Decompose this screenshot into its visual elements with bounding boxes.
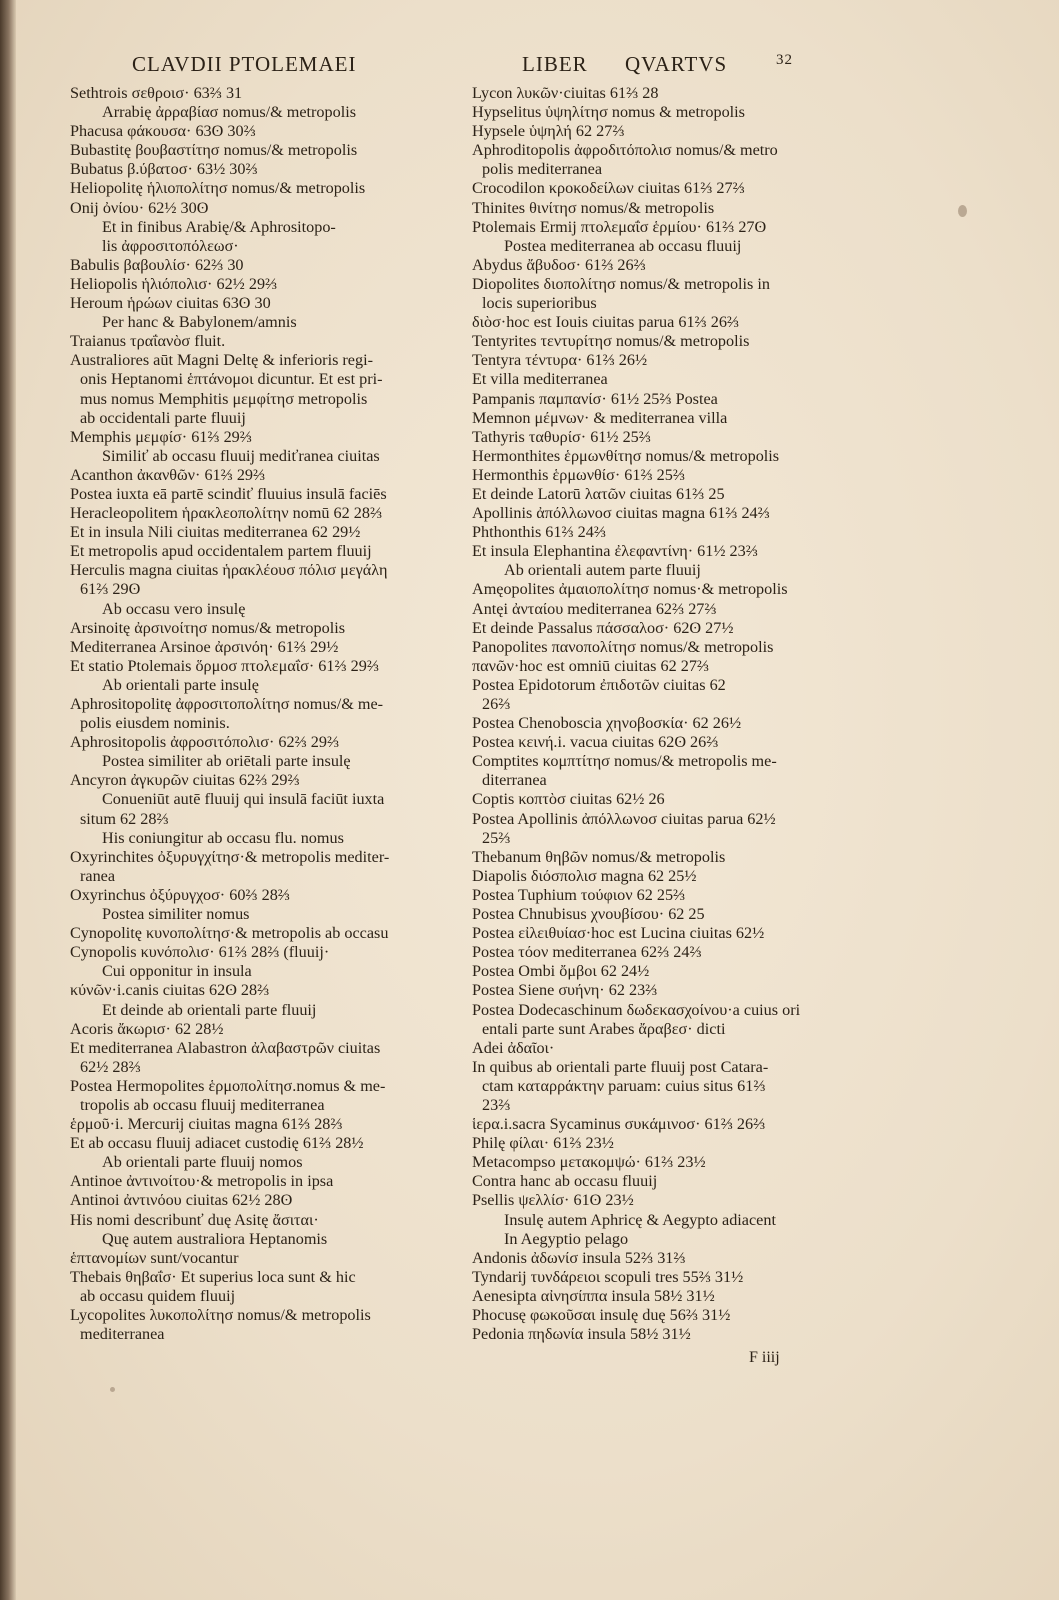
text-line: Postea Ombi ὄμβοι 62 24½ bbox=[472, 962, 650, 981]
paper-speck bbox=[110, 1387, 115, 1392]
text-line: Et insula Elephantina ἐλεφαντίνη· 61½ 23⅔ bbox=[472, 542, 758, 561]
paper-stain bbox=[958, 205, 967, 217]
text-line: Oxyrinchus ὀξύρυγχοσ· 60⅔ 28⅔ bbox=[70, 885, 290, 904]
text-line: Et villa mediterranea bbox=[472, 370, 608, 389]
text-line: Ptolemais Ermij πτολεμαΐσ ἑρμίου· 61⅔ 27ʘ bbox=[472, 217, 767, 236]
text-line: Tentyrites τεντυρίτησ nomus/& metropolis bbox=[472, 332, 750, 351]
text-line: ab occidentali parte fluuij bbox=[80, 408, 246, 427]
text-line: Tyndarij τυνδάρειοι scopuli tres 55⅔ 31½ bbox=[472, 1267, 744, 1286]
text-line: ἑπτανομίων sunt/vocantur bbox=[70, 1248, 239, 1267]
text-line: ctam καταρράκτην paruam: cuius situs 61⅔ bbox=[482, 1076, 766, 1095]
text-line: Arrabię ἀρραβίασ nomus/& metropolis bbox=[102, 103, 356, 122]
text-line: Aphrositopolitę ἀφροσιτοπολίτησ nomus/& me- bbox=[70, 695, 384, 713]
text-line: Oxyrinchites ὀξυρυγχίτησ·& metropolis mediter- bbox=[70, 847, 390, 866]
text-line: Postea Tuphium τούφιον 62 25⅔ bbox=[472, 885, 686, 904]
text-line: Adei ἀδαῖοι· bbox=[472, 1038, 555, 1057]
text-line: diterranea bbox=[482, 771, 547, 790]
text-line: Diopolites διοπολίτησ nomus/& metropolis in bbox=[472, 274, 770, 293]
text-line: ἱερα.i.sacra Sycaminus συκάμινοσ· 61⅔ 26⅔ bbox=[472, 1115, 766, 1134]
text-line: Ab orientali autem parte fluuij bbox=[504, 561, 701, 580]
text-line: Postea Chnubisus χνουβίσου· 62 25 bbox=[472, 905, 705, 924]
text-line: Sethtrois σεθροισ· 63⅔ 31 bbox=[70, 84, 243, 102]
left-text-column bbox=[70, 84, 480, 1344]
text-line: Crocodilon κροκοδείλων ciuitas 61⅔ 27⅔ bbox=[472, 179, 745, 198]
text-line: Acoris ἄκωρισ· 62 28½ bbox=[70, 1019, 224, 1038]
text-line: 61⅔ 29ʘ bbox=[80, 580, 141, 599]
text-line: 62½ 28⅔ bbox=[80, 1057, 141, 1076]
text-line: 23⅔ bbox=[482, 1095, 511, 1114]
text-line: Phocusę φωκοῦσαι insulę duę 56⅔ 31½ bbox=[472, 1306, 731, 1324]
text-line: 26⅔ bbox=[482, 695, 511, 713]
text-line: mus nomus Memphitis μεμφίτησ metropolis bbox=[80, 389, 368, 408]
text-line: Postea similiter ab oriētali parte insulę bbox=[102, 752, 351, 771]
text-line: Heroum ἡρώων ciuitas 63ʘ 30 bbox=[70, 294, 271, 313]
text-line: Cui opponitur in insula bbox=[102, 962, 252, 981]
page-number: 32 bbox=[776, 52, 793, 68]
text-line: Quę autem australiora Heptanomis bbox=[102, 1229, 328, 1248]
text-line: Pedonia πηδωνία insula 58½ 31½ bbox=[472, 1325, 691, 1344]
text-line: Andonis ἀδωνίσ insula 52⅔ 31⅔ bbox=[472, 1248, 686, 1267]
text-line: Traianus τραΐανὸσ fluit. bbox=[70, 332, 226, 351]
text-line: Coptis κοπτὸσ ciuitas 62½ 26 bbox=[472, 790, 665, 809]
text-line: 25⅔ bbox=[482, 828, 511, 847]
text-line: mediterranea bbox=[80, 1325, 165, 1344]
text-line: His nomi describunť duę Asitę ἄσιται· bbox=[70, 1210, 319, 1229]
text-line: Et in finibus Arabię/& Aphrositopo- bbox=[102, 217, 336, 236]
text-line: Amęopolites ἀμαιοπολίτησ nomus·& metropolis bbox=[472, 580, 788, 599]
text-line: In Aegyptio pelago bbox=[504, 1229, 629, 1248]
text-line: Postea similiter nomus bbox=[102, 905, 250, 924]
text-line: entali parte sunt Arabes ἄραβεσ· dicti bbox=[482, 1019, 726, 1038]
text-line: Postea κεινή.i. vacua ciuitas 62ʘ 26⅔ bbox=[472, 733, 719, 752]
text-line: In quibus ab orientali parte fluuij post Catara- bbox=[472, 1057, 769, 1076]
text-line: Onij ὀνίου· 62½ 30ʘ bbox=[70, 198, 209, 217]
text-line: Phthonthis 61⅔ 24⅔ bbox=[472, 523, 607, 542]
right-text-column bbox=[472, 84, 882, 1344]
text-line: Et deinde Passalus πάσσαλοσ· 62ʘ 27½ bbox=[472, 618, 734, 637]
text-line: Postea Siene συήνη· 62 23⅔ bbox=[472, 981, 658, 1000]
text-line: διὸσ·hoc est Iouis ciuitas parua 61⅔ 26⅔ bbox=[472, 313, 740, 332]
text-line: Babulis βαβουλίσ· 62⅔ 30 bbox=[70, 255, 244, 274]
text-line: Postea Hermopolites ἑρμοπολίτησ.nomus & me- bbox=[70, 1076, 386, 1095]
signature-mark: F iiij bbox=[749, 1349, 780, 1366]
text-line: Et ab occasu fluuij adiacet custodię 61⅔ 28½ bbox=[70, 1134, 364, 1153]
text-line: Et in insula Nili ciuitas mediterranea 62 29½ bbox=[70, 523, 361, 542]
text-line: Postea εἰλειθυίασ·hoc est Lucina ciuitas 62½ bbox=[472, 924, 765, 943]
text-line: Aphroditopolis ἀφροδιτόπολισ nomus/& metro bbox=[472, 141, 778, 160]
text-line: Bubastitę βουβαστίτησ nomus/& metropolis bbox=[70, 141, 358, 160]
text-line: Hypsele ὑψηλή 62 27⅔ bbox=[472, 122, 625, 141]
text-line: ἑρμοῦ·i. Mercurij ciuitas magna 61⅔ 28⅔ bbox=[70, 1115, 343, 1134]
text-line: Similiť ab occasu fluuij mediťranea ciuitas bbox=[102, 446, 380, 465]
text-line: Antinoe ἀντινοίτου·& metropolis in ipsa bbox=[70, 1172, 334, 1191]
text-line: Hermonthis ἑρμωνθίσ· 61⅔ 25⅔ bbox=[472, 465, 685, 484]
text-line: Contra hanc ab occasu fluuij bbox=[472, 1172, 658, 1191]
text-line: Phacusa φάκουσα· 63ʘ 30⅔ bbox=[70, 122, 256, 141]
text-line: Per hanc & Babylonem/amnis bbox=[102, 313, 297, 332]
text-line: Aenesipta αἰνησίππα insula 58½ 31½ bbox=[472, 1286, 715, 1305]
text-line: Postea Apollinis ἀπόλλωνοσ ciuitas parua 62½ bbox=[472, 809, 776, 828]
text-line: Bubatus β.ύβατοσ· 63½ 30⅔ bbox=[70, 160, 258, 179]
text-line: Diapolis διόσπολισ magna 62 25½ bbox=[472, 866, 697, 885]
text-line: Et deinde Latorū λατῶν ciuitas 61⅔ 25 bbox=[472, 484, 725, 503]
text-line: Panopolites πανοπολίτησ nomus/& metropolis bbox=[472, 637, 774, 656]
text-line: Ancyron ἀγκυρῶν ciuitas 62⅔ 29⅔ bbox=[70, 771, 300, 790]
text-line: Postea Dodecaschinum δωδεκασχοίνου·a cuius ori bbox=[472, 1000, 801, 1019]
text-line: Antęi ἀνταίου mediterranea 62⅔ 27⅔ bbox=[472, 599, 717, 618]
text-line: polis mediterranea bbox=[482, 160, 603, 179]
text-line: Arsinoitę ἀρσινοίτησ nomus/& metropolis bbox=[70, 618, 345, 637]
text-line: Thebanum θηβῶν nomus/& metropolis bbox=[472, 847, 726, 866]
text-line: Aphrositopolis ἀφροσιτόπολισ· 62⅔ 29⅔ bbox=[70, 733, 340, 752]
header-book-number: QVARTVS bbox=[625, 52, 728, 76]
text-line: πανῶν·hoc est omniū ciuitas 62 27⅔ bbox=[472, 656, 710, 675]
text-line: lis ἀφροσιτοπόλεωσ· bbox=[102, 236, 239, 255]
text-line: Et mediterranea Alabastron ἀλαβαστρῶν ciuitas bbox=[70, 1038, 381, 1057]
text-line: Philę φίλαι· 61⅔ 23½ bbox=[472, 1134, 614, 1153]
text-line: Hypselitus ὑψηλίτησ nomus & metropolis bbox=[472, 103, 745, 122]
text-line: Memphis μεμφίσ· 61⅔ 29⅔ bbox=[70, 427, 252, 446]
text-line: Thinites θινίτησ nomus/& metropolis bbox=[472, 198, 715, 217]
text-line: κύνῶν·i.canis ciuitas 62ʘ 28⅔ bbox=[70, 981, 270, 1000]
text-line: Heliopolitę ἡλιοπολίτησ nomus/& metropolis bbox=[70, 179, 366, 198]
text-line: Australiores aūt Magni Deltę & inferioris regi- bbox=[70, 351, 373, 370]
text-line: locis superioribus bbox=[482, 294, 597, 313]
text-line: tropolis ab occasu fluuij mediterranea bbox=[80, 1095, 325, 1114]
text-line: onis Heptanomi ἑπτάνομοι dicuntur. Et est pri- bbox=[80, 370, 383, 389]
text-line: Postea τόον mediterranea 62⅔ 24⅔ bbox=[472, 943, 702, 962]
text-line: Abydus ἄβυδοσ· 61⅔ 26⅔ bbox=[472, 255, 646, 274]
text-line: Hermonthites ἑρμωνθίτησ nomus/& metropolis bbox=[472, 446, 780, 465]
text-line: Et metropolis apud occidentalem partem fluuij bbox=[70, 542, 372, 561]
text-line: Ab occasu vero insulę bbox=[102, 599, 246, 618]
text-line: Cynopolitę κυνοπολίτησ·& metropolis ab occasu bbox=[70, 924, 389, 943]
page-binding-edge bbox=[0, 0, 16, 1600]
text-line: Insulę autem Aphricę & Aegypto adiacent bbox=[504, 1210, 776, 1229]
text-line: Psellis ψελλίσ· 61ʘ 23½ bbox=[472, 1191, 634, 1210]
text-line: situm 62 28⅔ bbox=[80, 809, 169, 828]
text-line: Tentyra τέντυρα· 61⅔ 26½ bbox=[472, 351, 648, 370]
text-line: Postea Epidotorum ἐπιδοτῶν ciuitas 62 bbox=[472, 675, 726, 694]
text-line: Cynopolis κυνόπολισ· 61⅔ 28⅔ (fluuij· bbox=[70, 943, 330, 962]
text-line: polis eiusdem nominis. bbox=[80, 714, 230, 733]
text-line: Metacompso μετακομψώ· 61⅔ 23½ bbox=[472, 1153, 706, 1172]
text-line: Heracleopolitem ἡρακλεοπολίτην nomū 62 28⅔ bbox=[70, 504, 383, 523]
text-line: His coniungitur ab occasu flu. nomus bbox=[102, 828, 344, 847]
text-line: Heliopolis ἡλιόπολισ· 62½ 29⅔ bbox=[70, 274, 278, 293]
running-header bbox=[70, 52, 850, 82]
text-line: Mediterranea Arsinoe ἀρσινόη· 61⅔ 29½ bbox=[70, 637, 339, 656]
text-line: Lycopolites λυκοπολίτησ nomus/& metropolis bbox=[70, 1306, 371, 1324]
text-line: Memnon μέμνων· & mediterranea villa bbox=[472, 408, 728, 427]
text-line: Tathyris ταθυρίσ· 61½ 25⅔ bbox=[472, 427, 651, 446]
text-line: Antinoi ἀντινόου ciuitas 62½ 28ʘ bbox=[70, 1191, 293, 1210]
text-line: Lycon λυκῶν·ciuitas 61⅔ 28 bbox=[472, 84, 659, 102]
text-line: Postea Chenoboscia χηνοβοσκία· 62 26½ bbox=[472, 714, 742, 733]
text-line: Postea mediterranea ab occasu fluuij bbox=[504, 236, 742, 255]
text-line: Et deinde ab orientali parte fluuij bbox=[102, 1000, 317, 1019]
text-line: Comptites κομπτίτησ nomus/& metropolis me- bbox=[472, 752, 777, 771]
text-line: Ab orientali parte insulę bbox=[102, 675, 259, 694]
text-line: Herculis magna ciuitas ἡρακλέουσ πόλισ μεγάλη bbox=[70, 561, 388, 580]
text-line: Et statio Ptolemais ὅρμοσ πτολεμαΐσ· 61⅔ 29⅔ bbox=[70, 656, 379, 675]
text-line: Acanthon ἀκανθῶν· 61⅔ 29⅔ bbox=[70, 465, 266, 484]
text-line: Postea iuxta eā partē scindiť fluuius insulā faciēs bbox=[70, 484, 387, 503]
text-line: ranea bbox=[80, 866, 116, 885]
header-book: LIBER bbox=[522, 52, 588, 76]
text-line: Thebais θηβαΐσ· Et superius loca sunt & hic bbox=[70, 1267, 356, 1286]
header-author: CLAVDII PTOLEMAEI bbox=[132, 52, 357, 76]
text-line: Pampanis παμπανίσ· 61½ 25⅔ Postea bbox=[472, 389, 718, 408]
text-line: Conueniūt autē fluuij qui insulā faciūt iuxta bbox=[102, 790, 385, 809]
text-line: Ab orientali parte fluuij nomos bbox=[102, 1153, 303, 1172]
text-line: ab occasu quidem fluuij bbox=[80, 1286, 236, 1305]
text-line: Apollinis ἀπόλλωνοσ ciuitas magna 61⅔ 24⅔ bbox=[472, 504, 770, 523]
